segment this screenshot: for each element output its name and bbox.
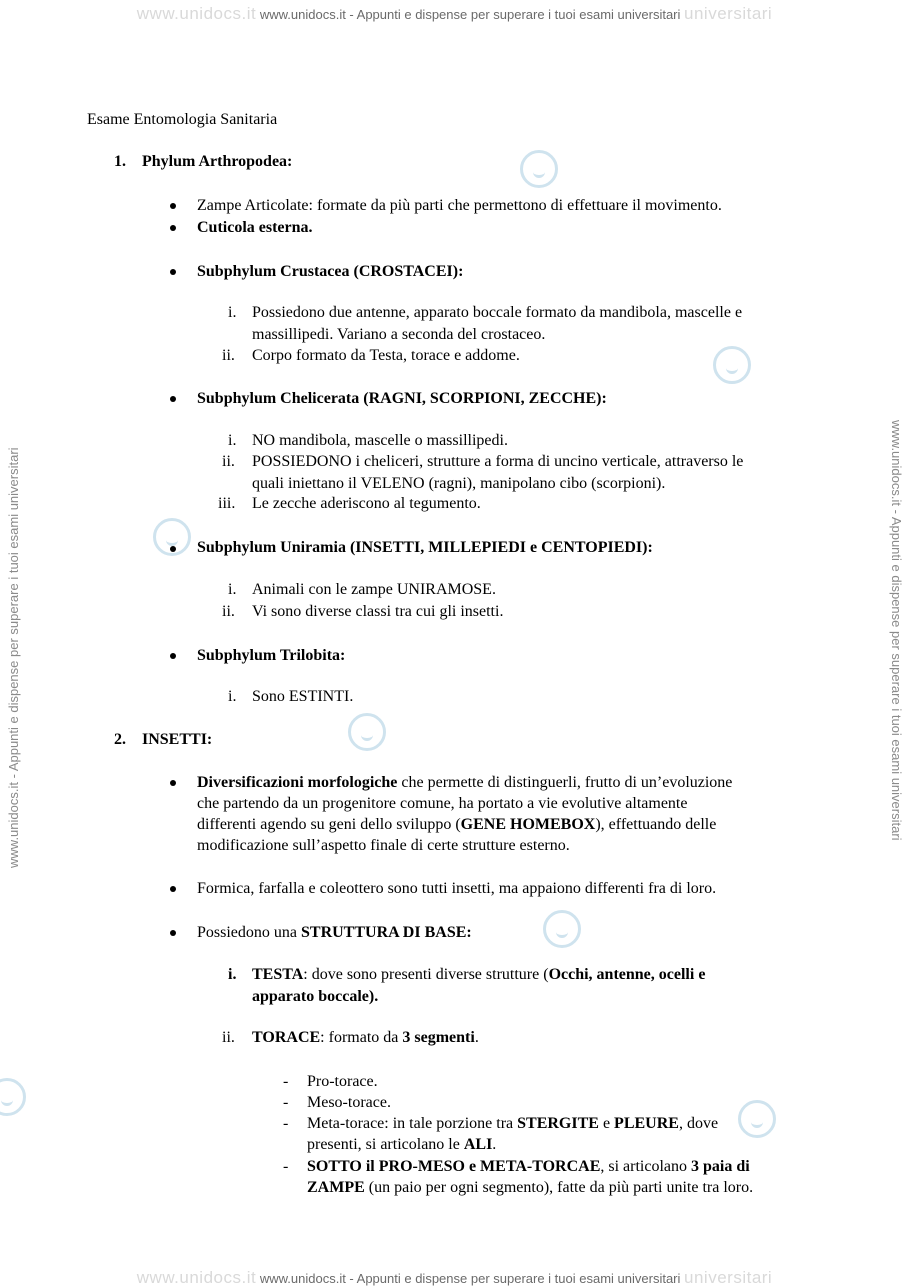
watermark-main-text: www.unidocs.it - Appunti e dispense per superare i tuoi esami universitari — [259, 7, 681, 22]
list-number: i. — [228, 432, 237, 449]
bullet-icon — [170, 653, 176, 659]
dash-marker: - — [283, 1073, 289, 1090]
list-item: Meso-torace. — [307, 1094, 391, 1111]
watermark-faint-right: universitari — [684, 4, 773, 23]
list-item: Le zecche aderiscono al tegumento. — [252, 495, 481, 512]
list-item: Zampe Articolate: formate da più parti che permettono di effettuare il movimento. — [197, 197, 722, 214]
section-2-number: 2. — [114, 731, 126, 748]
unidocs-logo-icon — [543, 910, 581, 948]
section-2-title: INSETTI: — [142, 731, 213, 748]
watermark-bottom — [0, 1268, 909, 1288]
list-item: NO mandibola, mascelle o massillipedi. — [252, 432, 508, 449]
bullet-icon — [170, 269, 176, 275]
document-title: Esame Entomologia Sanitaria — [87, 111, 278, 128]
list-number: i. — [228, 581, 237, 598]
bullet-icon — [170, 203, 176, 209]
watermark-left-side: www.unidocs.it - Appunti e dispense per superare i tuoi esami universitari — [6, 447, 21, 868]
list-item: TESTA: dove sono presenti diverse strutture (Occhi, antenne, ocelli e — [252, 966, 706, 983]
list-number: i. — [228, 304, 237, 321]
list-item: massillipedi. Variano a seconda del crostaceo. — [252, 326, 546, 343]
bullet-icon — [170, 396, 176, 402]
subphylum-crustacea-heading: Subphylum Crustacea (CROSTACEI): — [197, 263, 464, 280]
section-1-title: Phylum Arthropodea: — [142, 153, 293, 170]
list-item: apparato boccale). — [252, 988, 379, 1005]
unidocs-logo-icon — [0, 1078, 26, 1116]
list-item: Meta-torace: in tale porzione tra STERGITE e PLEURE, dove — [307, 1115, 719, 1132]
list-number: iii. — [218, 495, 236, 512]
list-number: ii. — [222, 1029, 235, 1046]
list-item: Possiedono due antenne, apparato boccale formato da mandibola, mascelle e — [252, 304, 743, 321]
paragraph-line: modificazione sull’aspetto finale di certe strutture esterno. — [197, 837, 570, 854]
list-number: ii. — [222, 603, 235, 620]
bullet-icon — [170, 930, 176, 936]
list-number: i. — [228, 688, 237, 705]
bullet-icon — [170, 225, 176, 231]
list-item: ZAMPE (un paio per ogni segmento), fatte da più parti unite tra loro. — [307, 1179, 754, 1196]
unidocs-logo-icon — [713, 346, 751, 384]
list-item: POSSIEDONO i cheliceri, strutture a forma di uncino verticale, attraverso le — [252, 453, 744, 470]
watermark-faint-left: www.unidocs.it — [136, 4, 257, 23]
list-item: Pro-torace. — [307, 1073, 378, 1090]
list-item: Vi sono diverse classi tra cui gli insetti. — [252, 603, 504, 620]
list-item: Animali con le zampe UNIRAMOSE. — [252, 581, 496, 598]
paragraph-line: che partendo da un progenitore comune, ha portato a vie evolutive altamente — [197, 795, 688, 812]
list-number: ii. — [222, 347, 235, 364]
list-item: presenti, si articolano le ALI. — [307, 1136, 497, 1153]
unidocs-logo-icon — [348, 713, 386, 751]
list-number: i. — [228, 966, 237, 983]
dash-marker: - — [283, 1115, 289, 1132]
paragraph-line: Diversificazioni morfologiche che permette di distinguerli, frutto di un’evoluzione — [197, 774, 733, 791]
subphylum-trilobita-heading: Subphylum Trilobita: — [197, 647, 346, 664]
list-item: Formica, farfalla e coleottero sono tutti insetti, ma appaiono differenti fra di loro. — [197, 880, 717, 897]
watermark-main-text: www.unidocs.it - Appunti e dispense per superare i tuoi esami universitari — [259, 1271, 681, 1286]
dash-marker: - — [283, 1094, 289, 1111]
subphylum-chelicerata-heading: Subphylum Chelicerata (RAGNI, SCORPIONI, ZECCHE): — [197, 390, 607, 407]
list-item: Possiedono una STRUTTURA DI BASE: — [197, 924, 472, 941]
bullet-icon — [170, 546, 176, 552]
list-item: TORACE: formato da 3 segmenti. — [252, 1029, 479, 1046]
watermark-top — [0, 4, 909, 24]
dash-marker: - — [283, 1158, 289, 1175]
watermark-faint-left: www.unidocs.it — [136, 1268, 257, 1287]
subphylum-uniramia-heading: Subphylum Uniramia (INSETTI, MILLEPIEDI e CENTOPIEDI): — [197, 539, 653, 556]
list-item: quali iniettano il VELENO (ragni), manipolano cibo (scorpioni). — [252, 475, 666, 492]
list-item: Sono ESTINTI. — [252, 688, 354, 705]
unidocs-logo-icon — [738, 1100, 776, 1138]
section-1-number: 1. — [114, 153, 126, 170]
list-item: Cuticola esterna. — [197, 219, 313, 236]
bullet-icon — [170, 780, 176, 786]
paragraph-line: differenti agendo su geni dello sviluppo (GENE HOMEBOX), effettuando delle — [197, 816, 717, 833]
list-number: ii. — [222, 453, 235, 470]
list-item: Corpo formato da Testa, torace e addome. — [252, 347, 520, 364]
watermark-right-side: www.unidocs.it - Appunti e dispense per superare i tuoi esami universitari — [889, 420, 904, 841]
bullet-icon — [170, 886, 176, 892]
watermark-faint-right: universitari — [684, 1268, 773, 1287]
unidocs-logo-icon — [520, 150, 558, 188]
list-item: SOTTO il PRO-MESO e META-TORCAE, si articolano 3 paia di — [307, 1158, 750, 1175]
